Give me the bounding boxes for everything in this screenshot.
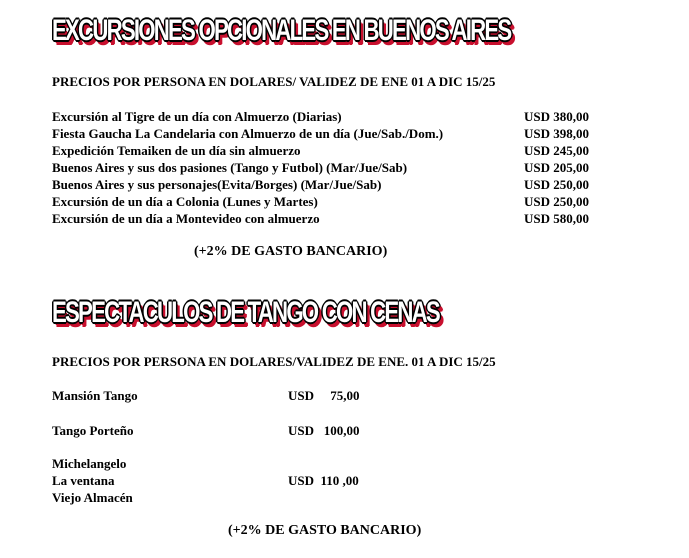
- list-item: Excursión de un día a Colonia (Lunes y Martes): [52, 194, 318, 209]
- tango-subtitle: PRECIOS POR PERSONA EN DOLARES/VALIDEZ DE ENE. 01 A DIC 15/25: [52, 354, 496, 369]
- item-price: USD 250,00: [524, 177, 590, 192]
- list-item: Mansión Tango: [52, 388, 138, 403]
- list-item: Buenos Aires y sus personajes(Evita/Borges) (Mar/Jue/Sab): [52, 177, 382, 192]
- item-price: USD 205,00: [524, 160, 590, 175]
- item-price: USD 75,00: [288, 388, 360, 403]
- item-price: USD 110 ,00: [288, 473, 359, 488]
- list-item: Michelangelo: [52, 456, 127, 471]
- item-price: USD 398,00: [524, 126, 590, 141]
- list-item: Tango Porteño: [52, 423, 134, 438]
- item-price: USD 580,00: [524, 211, 590, 226]
- list-item: Buenos Aires y sus dos pasiones (Tango y Futbol) (Mar/Jue/Sab): [52, 160, 408, 175]
- item-price: USD 245,00: [524, 143, 590, 158]
- list-item: Viejo Almacén: [52, 490, 133, 505]
- list-item: Expedición Temaiken de un día sin almuerzo: [52, 143, 301, 158]
- bank-fee-note: (+2% DE GASTO BANCARIO): [194, 244, 388, 259]
- excursions-subtitle: PRECIOS POR PERSONA EN DOLARES/ VALIDEZ DE ENE 01 A DIC 15/25: [52, 74, 496, 89]
- excursions-banner: EXCURSIONES OPCIONALES EN BUENOS AIRES: [52, 14, 511, 47]
- list-item: La ventana: [52, 473, 115, 488]
- item-price: USD 100,00: [288, 423, 360, 438]
- item-price: USD 380,00: [524, 109, 590, 124]
- tango-banner: ESPECTACULOS DE TANGO CON CENAS: [52, 296, 439, 329]
- list-item: Excursión al Tigre de un día con Almuerzo (Diarias): [52, 109, 342, 124]
- list-item: Excursión de un día a Montevideo con almuerzo: [52, 211, 320, 226]
- bank-fee-note: (+2% DE GASTO BANCARIO): [228, 523, 422, 538]
- item-price: USD 250,00: [524, 194, 590, 209]
- list-item: Fiesta Gaucha La Candelaria con Almuerzo de un día (Jue/Sab./Dom.): [52, 126, 444, 141]
